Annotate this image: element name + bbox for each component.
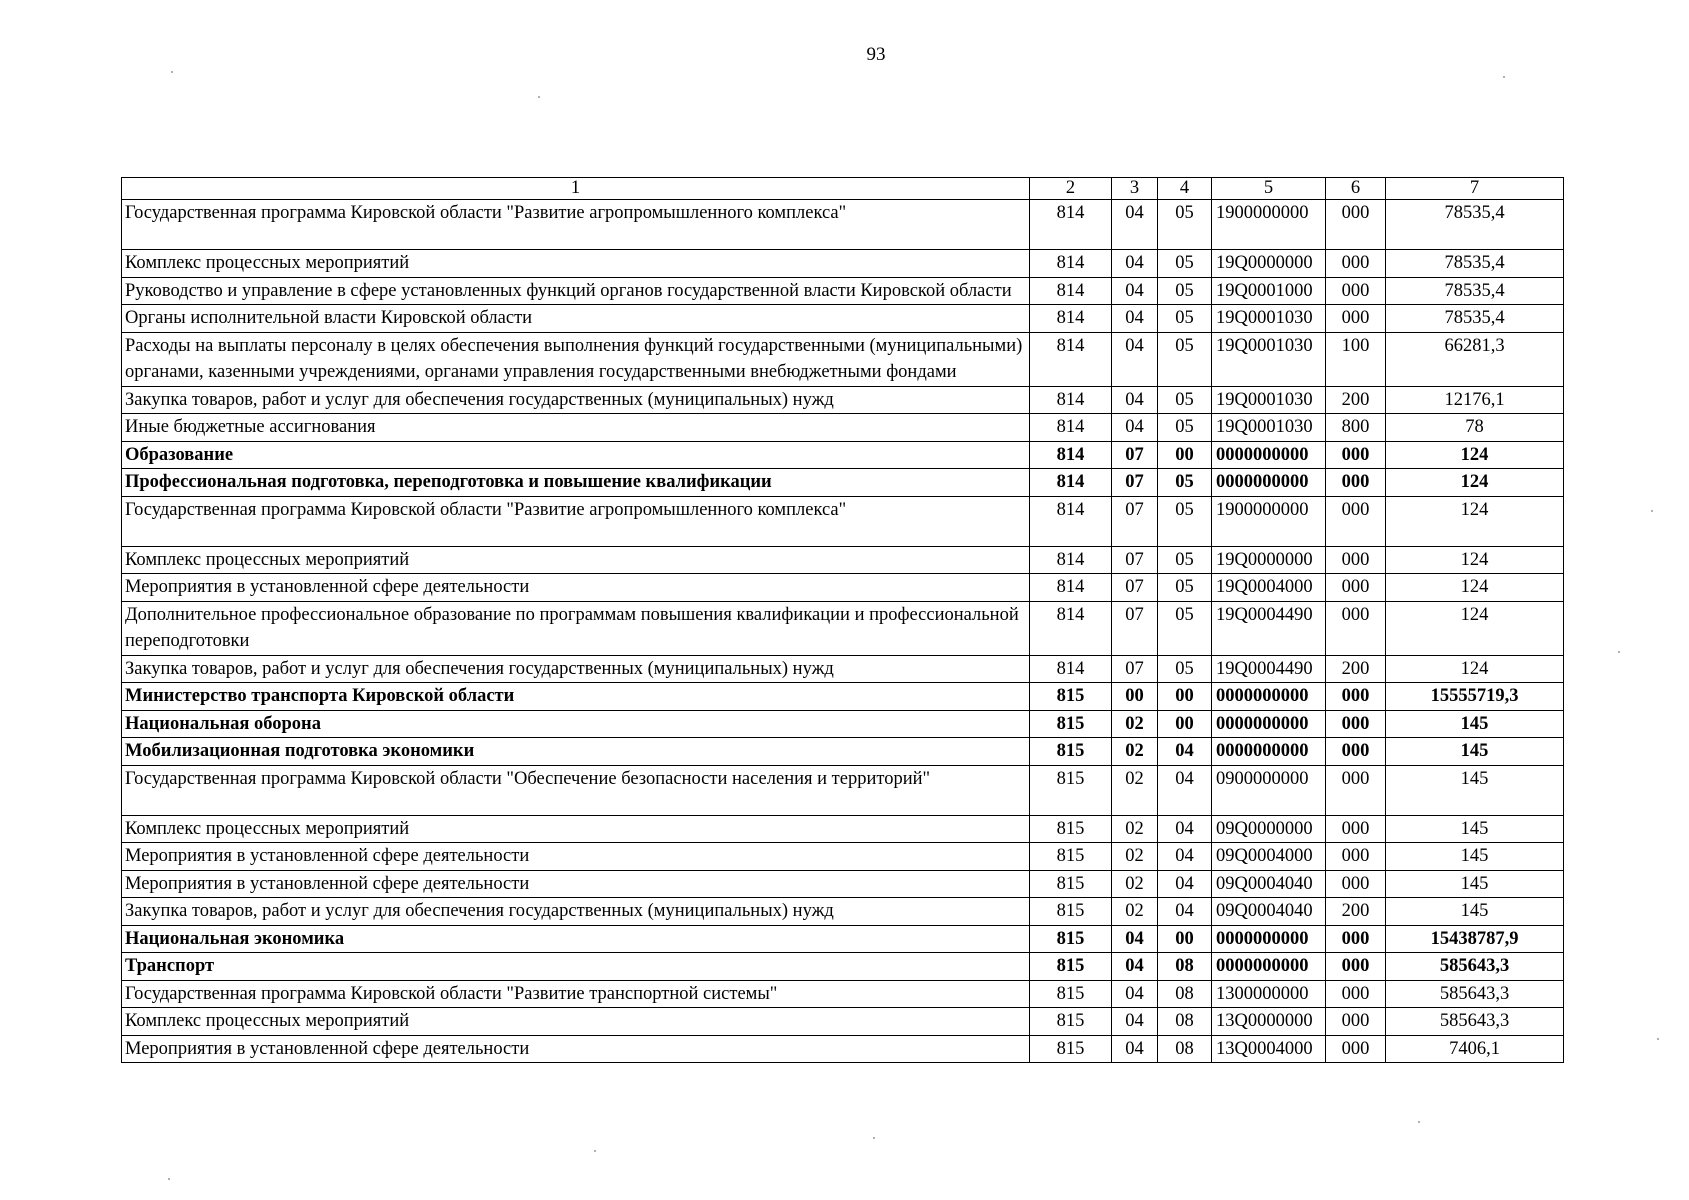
- cell-expense-type: 000: [1326, 469, 1386, 497]
- row-name: Комплекс процессных мероприятий: [122, 815, 1030, 843]
- cell-subsection: 05: [1158, 386, 1212, 414]
- table-row: [122, 386, 1564, 414]
- table-row: [122, 277, 1564, 305]
- cell-amount: 124: [1386, 574, 1564, 602]
- cell-target-item: 19Q0001030: [1212, 305, 1326, 333]
- table-row: [122, 655, 1564, 683]
- cell-subsection: 04: [1158, 738, 1212, 766]
- cell-ministry-code: 815: [1030, 1035, 1112, 1063]
- cell-amount: 78535,4: [1386, 200, 1564, 250]
- column-number-row: [122, 178, 1564, 200]
- cell-subsection: 04: [1158, 843, 1212, 871]
- cell-ministry-code: 814: [1030, 655, 1112, 683]
- cell-section: 04: [1112, 980, 1158, 1008]
- cell-subsection: 05: [1158, 655, 1212, 683]
- cell-section: 02: [1112, 710, 1158, 738]
- row-name: Закупка товаров, работ и услуг для обеспечения государственных (муниципальных) нужд: [122, 898, 1030, 926]
- column-header: 2: [1030, 178, 1112, 200]
- cell-expense-type: 000: [1326, 250, 1386, 278]
- table-row: [122, 953, 1564, 981]
- cell-ministry-code: 814: [1030, 546, 1112, 574]
- cell-expense-type: 000: [1326, 843, 1386, 871]
- cell-amount: 145: [1386, 738, 1564, 766]
- row-name: Комплекс процессных мероприятий: [122, 546, 1030, 574]
- table-row: [122, 414, 1564, 442]
- cell-target-item: 0000000000: [1212, 441, 1326, 469]
- row-name: Государственная программа Кировской области "Развитие транспортной системы": [122, 980, 1030, 1008]
- cell-target-item: 19Q0004490: [1212, 601, 1326, 655]
- cell-ministry-code: 814: [1030, 496, 1112, 546]
- cell-subsection: 05: [1158, 305, 1212, 333]
- cell-subsection: 08: [1158, 953, 1212, 981]
- row-name: Образование: [122, 441, 1030, 469]
- cell-expense-type: 200: [1326, 386, 1386, 414]
- cell-ministry-code: 815: [1030, 815, 1112, 843]
- cell-target-item: 0000000000: [1212, 738, 1326, 766]
- cell-ministry-code: 814: [1030, 277, 1112, 305]
- cell-target-item: 19Q0004490: [1212, 655, 1326, 683]
- cell-section: 02: [1112, 738, 1158, 766]
- cell-target-item: 19Q0004000: [1212, 574, 1326, 602]
- table-row: [122, 925, 1564, 953]
- cell-ministry-code: 814: [1030, 332, 1112, 386]
- cell-expense-type: 000: [1326, 765, 1386, 815]
- cell-section: 04: [1112, 332, 1158, 386]
- table-row: [122, 332, 1564, 386]
- cell-target-item: 09Q0004000: [1212, 843, 1326, 871]
- cell-target-item: 09Q0000000: [1212, 815, 1326, 843]
- cell-expense-type: 000: [1326, 980, 1386, 1008]
- cell-target-item: 1900000000: [1212, 496, 1326, 546]
- cell-amount: 78535,4: [1386, 305, 1564, 333]
- cell-target-item: 0000000000: [1212, 953, 1326, 981]
- cell-amount: 15555719,3: [1386, 683, 1564, 711]
- cell-expense-type: 000: [1326, 546, 1386, 574]
- cell-ministry-code: 814: [1030, 250, 1112, 278]
- table-row: [122, 738, 1564, 766]
- cell-amount: 124: [1386, 469, 1564, 497]
- cell-section: 02: [1112, 815, 1158, 843]
- cell-ministry-code: 815: [1030, 738, 1112, 766]
- cell-expense-type: 200: [1326, 898, 1386, 926]
- cell-target-item: 1300000000: [1212, 980, 1326, 1008]
- cell-ministry-code: 814: [1030, 601, 1112, 655]
- cell-subsection: 05: [1158, 496, 1212, 546]
- cell-expense-type: 000: [1326, 496, 1386, 546]
- cell-amount: 7406,1: [1386, 1035, 1564, 1063]
- cell-expense-type: 000: [1326, 1008, 1386, 1036]
- cell-expense-type: 000: [1326, 925, 1386, 953]
- cell-target-item: 19Q0001030: [1212, 332, 1326, 386]
- cell-amount: 124: [1386, 496, 1564, 546]
- cell-subsection: 08: [1158, 1035, 1212, 1063]
- cell-target-item: 13Q0004000: [1212, 1035, 1326, 1063]
- cell-expense-type: 000: [1326, 953, 1386, 981]
- cell-ministry-code: 814: [1030, 414, 1112, 442]
- cell-ministry-code: 814: [1030, 574, 1112, 602]
- column-header: 1: [122, 178, 1030, 200]
- table-row: [122, 765, 1564, 815]
- row-name: Комплекс процессных мероприятий: [122, 250, 1030, 278]
- cell-amount: 585643,3: [1386, 980, 1564, 1008]
- cell-target-item: 0000000000: [1212, 683, 1326, 711]
- cell-subsection: 00: [1158, 683, 1212, 711]
- cell-subsection: 05: [1158, 332, 1212, 386]
- table-row: [122, 815, 1564, 843]
- cell-amount: 124: [1386, 441, 1564, 469]
- cell-target-item: 13Q0000000: [1212, 1008, 1326, 1036]
- table-row: [122, 441, 1564, 469]
- row-name: Профессиональная подготовка, переподготовка и повышение квалификации: [122, 469, 1030, 497]
- cell-amount: 145: [1386, 870, 1564, 898]
- cell-target-item: 19Q0000000: [1212, 546, 1326, 574]
- row-name: Мероприятия в установленной сфере деятельности: [122, 870, 1030, 898]
- cell-ministry-code: 815: [1030, 710, 1112, 738]
- cell-target-item: 19Q0000000: [1212, 250, 1326, 278]
- cell-amount: 78535,4: [1386, 250, 1564, 278]
- table-row: [122, 1008, 1564, 1036]
- cell-section: 04: [1112, 414, 1158, 442]
- cell-expense-type: 000: [1326, 870, 1386, 898]
- cell-expense-type: 000: [1326, 441, 1386, 469]
- cell-section: 00: [1112, 683, 1158, 711]
- cell-target-item: 0000000000: [1212, 925, 1326, 953]
- table-row: [122, 574, 1564, 602]
- cell-subsection: 05: [1158, 200, 1212, 250]
- cell-ministry-code: 815: [1030, 980, 1112, 1008]
- cell-subsection: 04: [1158, 898, 1212, 926]
- cell-amount: 124: [1386, 546, 1564, 574]
- cell-section: 04: [1112, 1008, 1158, 1036]
- table-row: [122, 980, 1564, 1008]
- row-name: Иные бюджетные ассигнования: [122, 414, 1030, 442]
- cell-amount: 124: [1386, 655, 1564, 683]
- row-name: Национальная экономика: [122, 925, 1030, 953]
- cell-expense-type: 200: [1326, 655, 1386, 683]
- row-name: Национальная оборона: [122, 710, 1030, 738]
- cell-target-item: 19Q0001000: [1212, 277, 1326, 305]
- column-header: 4: [1158, 178, 1212, 200]
- cell-subsection: 00: [1158, 441, 1212, 469]
- cell-section: 07: [1112, 601, 1158, 655]
- cell-section: 07: [1112, 496, 1158, 546]
- cell-subsection: 08: [1158, 1008, 1212, 1036]
- cell-ministry-code: 815: [1030, 683, 1112, 711]
- cell-ministry-code: 815: [1030, 925, 1112, 953]
- cell-subsection: 05: [1158, 601, 1212, 655]
- cell-target-item: 1900000000: [1212, 200, 1326, 250]
- cell-ministry-code: 815: [1030, 953, 1112, 981]
- cell-expense-type: 000: [1326, 574, 1386, 602]
- cell-section: 02: [1112, 843, 1158, 871]
- cell-section: 07: [1112, 469, 1158, 497]
- cell-ministry-code: 815: [1030, 1008, 1112, 1036]
- row-name: Дополнительное профессиональное образование по программам повышения квалификации и профессиональной переподготовки: [122, 601, 1030, 655]
- cell-expense-type: 000: [1326, 200, 1386, 250]
- row-name: Руководство и управление в сфере установленных функций органов государственной власти Кировской области: [122, 277, 1030, 305]
- table-row: [122, 496, 1564, 546]
- cell-subsection: 05: [1158, 469, 1212, 497]
- cell-ministry-code: 814: [1030, 386, 1112, 414]
- cell-amount: 12176,1: [1386, 386, 1564, 414]
- cell-expense-type: 000: [1326, 710, 1386, 738]
- cell-section: 02: [1112, 765, 1158, 815]
- row-name: Мероприятия в установленной сфере деятельности: [122, 843, 1030, 871]
- row-name: Закупка товаров, работ и услуг для обеспечения государственных (муниципальных) нужд: [122, 386, 1030, 414]
- cell-expense-type: 000: [1326, 683, 1386, 711]
- row-name: Комплекс процессных мероприятий: [122, 1008, 1030, 1036]
- row-name: Государственная программа Кировской области "Развитие агропромышленного комплекса": [122, 496, 1030, 546]
- budget-table: [121, 177, 1564, 1063]
- cell-ministry-code: 815: [1030, 765, 1112, 815]
- cell-subsection: 00: [1158, 925, 1212, 953]
- cell-ministry-code: 814: [1030, 200, 1112, 250]
- cell-ministry-code: 814: [1030, 469, 1112, 497]
- cell-amount: 145: [1386, 843, 1564, 871]
- cell-section: 07: [1112, 574, 1158, 602]
- cell-expense-type: 000: [1326, 277, 1386, 305]
- cell-subsection: 04: [1158, 815, 1212, 843]
- cell-expense-type: 800: [1326, 414, 1386, 442]
- cell-section: 02: [1112, 898, 1158, 926]
- cell-amount: 145: [1386, 710, 1564, 738]
- cell-subsection: 05: [1158, 414, 1212, 442]
- cell-subsection: 05: [1158, 277, 1212, 305]
- row-name: Мобилизационная подготовка экономики: [122, 738, 1030, 766]
- cell-section: 07: [1112, 546, 1158, 574]
- cell-target-item: 0000000000: [1212, 469, 1326, 497]
- cell-target-item: 0900000000: [1212, 765, 1326, 815]
- row-name: Государственная программа Кировской области "Развитие агропромышленного комплекса": [122, 200, 1030, 250]
- cell-section: 07: [1112, 441, 1158, 469]
- cell-section: 04: [1112, 277, 1158, 305]
- table-row: [122, 1035, 1564, 1063]
- cell-amount: 78: [1386, 414, 1564, 442]
- row-name: Мероприятия в установленной сфере деятельности: [122, 574, 1030, 602]
- cell-amount: 145: [1386, 765, 1564, 815]
- cell-section: 04: [1112, 925, 1158, 953]
- cell-section: 04: [1112, 386, 1158, 414]
- row-name: Министерство транспорта Кировской области: [122, 683, 1030, 711]
- cell-expense-type: 000: [1326, 1035, 1386, 1063]
- cell-subsection: 05: [1158, 546, 1212, 574]
- column-header: 7: [1386, 178, 1564, 200]
- cell-target-item: 09Q0004040: [1212, 898, 1326, 926]
- table-row: [122, 546, 1564, 574]
- cell-expense-type: 000: [1326, 815, 1386, 843]
- column-header: 3: [1112, 178, 1158, 200]
- cell-expense-type: 000: [1326, 305, 1386, 333]
- table-row: [122, 200, 1564, 250]
- table-row: [122, 843, 1564, 871]
- cell-subsection: 00: [1158, 710, 1212, 738]
- cell-amount: 145: [1386, 815, 1564, 843]
- column-header: 6: [1326, 178, 1386, 200]
- cell-expense-type: 100: [1326, 332, 1386, 386]
- cell-target-item: 19Q0001030: [1212, 386, 1326, 414]
- cell-amount: 145: [1386, 898, 1564, 926]
- cell-section: 04: [1112, 1035, 1158, 1063]
- cell-ministry-code: 815: [1030, 870, 1112, 898]
- cell-amount: 585643,3: [1386, 1008, 1564, 1036]
- row-name: Государственная программа Кировской области "Обеспечение безопасности населения и территорий": [122, 765, 1030, 815]
- table-row: [122, 305, 1564, 333]
- cell-ministry-code: 815: [1030, 898, 1112, 926]
- table-row: [122, 870, 1564, 898]
- cell-ministry-code: 815: [1030, 843, 1112, 871]
- row-name: Органы исполнительной власти Кировской области: [122, 305, 1030, 333]
- cell-expense-type: 000: [1326, 601, 1386, 655]
- cell-subsection: 04: [1158, 870, 1212, 898]
- row-name: Расходы на выплаты персоналу в целях обеспечения выполнения функций государственными (муниципальными) органами, казенными учреждениями, органами управления государственными внебюджетными фондами: [122, 332, 1030, 386]
- cell-section: 04: [1112, 953, 1158, 981]
- column-header: 5: [1212, 178, 1326, 200]
- cell-ministry-code: 814: [1030, 441, 1112, 469]
- cell-section: 07: [1112, 655, 1158, 683]
- cell-amount: 124: [1386, 601, 1564, 655]
- cell-section: 02: [1112, 870, 1158, 898]
- cell-amount: 78535,4: [1386, 277, 1564, 305]
- table-row: [122, 710, 1564, 738]
- row-name: Мероприятия в установленной сфере деятельности: [122, 1035, 1030, 1063]
- cell-amount: 585643,3: [1386, 953, 1564, 981]
- cell-ministry-code: 814: [1030, 305, 1112, 333]
- cell-section: 04: [1112, 305, 1158, 333]
- cell-amount: 66281,3: [1386, 332, 1564, 386]
- cell-amount: 15438787,9: [1386, 925, 1564, 953]
- cell-target-item: 19Q0001030: [1212, 414, 1326, 442]
- cell-section: 04: [1112, 250, 1158, 278]
- cell-expense-type: 000: [1326, 738, 1386, 766]
- cell-subsection: 05: [1158, 250, 1212, 278]
- row-name: Закупка товаров, работ и услуг для обеспечения государственных (муниципальных) нужд: [122, 655, 1030, 683]
- cell-subsection: 05: [1158, 574, 1212, 602]
- table-row: [122, 683, 1564, 711]
- table-row: [122, 469, 1564, 497]
- table-row: [122, 898, 1564, 926]
- cell-target-item: 09Q0004040: [1212, 870, 1326, 898]
- cell-section: 04: [1112, 200, 1158, 250]
- cell-subsection: 08: [1158, 980, 1212, 1008]
- page-number: 93: [866, 44, 886, 65]
- table-row: [122, 250, 1564, 278]
- table-row: [122, 601, 1564, 655]
- cell-target-item: 0000000000: [1212, 710, 1326, 738]
- cell-subsection: 04: [1158, 765, 1212, 815]
- row-name: Транспорт: [122, 953, 1030, 981]
